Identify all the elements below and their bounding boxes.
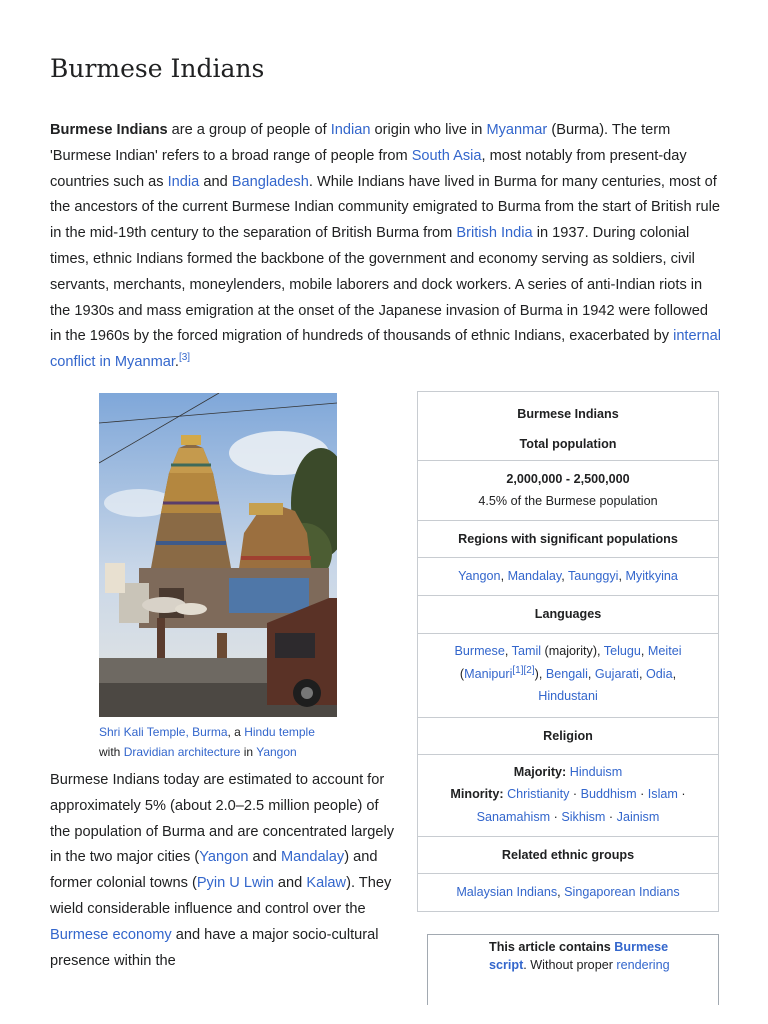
majority-label: Majority: [513,764,567,779]
lead-text: and [199,173,232,190]
body-paragraph [50,768,400,974]
link-india[interactable]: India [167,173,200,190]
religion-link[interactable]: Jainism [616,809,660,824]
temple-figure [99,393,337,762]
region-link[interactable]: Yangon [458,569,501,583]
figure-caption [99,723,337,762]
page-title: Burmese Indians [50,54,265,83]
lead-paragraph [50,118,722,376]
link-yangon[interactable]: Yangon [199,849,249,866]
link-rendering[interactable]: rendering [616,957,670,972]
language-link[interactable]: Odia [645,666,673,681]
lead-text: origin who live in [370,122,487,138]
link-myanmar[interactable]: Myanmar [486,122,548,138]
lead-text: (Burma). The term 'Burmese Indian' refers to a broad range of people from [50,122,671,164]
link-south-asia[interactable]: South Asia [411,147,482,164]
region-link[interactable]: Myitkyina [625,569,678,583]
caption-link-yangon[interactable]: Yangon [256,744,297,759]
religion-link[interactable]: Buddhism [580,787,637,801]
language-link[interactable]: Meitei [647,644,682,658]
related-groups-label: Related ethnic groups [418,836,718,873]
regions-list: Yangon, Mandalay, Taunggyi, Myitkyina [418,557,718,595]
related-groups-list: Malaysian Indians, Singaporean Indians [418,873,718,911]
regions-label: Regions with significant populations [418,520,718,557]
caption-text: , a [227,725,245,739]
language-link[interactable]: Hindustani [538,689,598,703]
religion-label: Religion [418,717,718,754]
caption-text: with [99,744,124,759]
religion-link[interactable]: Hinduism [569,764,623,779]
language-link[interactable]: Tamil [511,644,542,658]
link-internal-conflict[interactable]: internal conflict in Myanmar [50,328,721,371]
minority-label: Minority: [450,787,504,801]
lead-text: . [174,354,179,371]
link-mandalay[interactable]: Mandalay [280,849,345,866]
para-text: and [273,875,307,892]
region-link[interactable]: Mandalay [507,569,562,583]
para-text: ). They wield considerable influence and control over the [50,875,392,917]
link-burmese-economy[interactable]: Burmese economy [50,926,172,943]
language-link[interactable]: Gujarati [594,666,639,681]
link-pyin-u-lwin[interactable]: Pyin U Lwin [196,875,274,892]
population-percentage: 4.5% of the Burmese population [478,494,658,508]
religion-link[interactable]: Islam [647,787,678,801]
notice-text: . Without proper [523,957,617,972]
reference-3[interactable]: [3] [178,352,191,364]
lead-bold-term: Burmese Indians [50,122,168,138]
religion-link[interactable]: Christianity [507,787,570,801]
region-link[interactable]: Taunggyi [568,569,619,583]
link-british-india[interactable]: British India [456,225,533,242]
link-burmese-script[interactable]: Burmese script [489,940,669,972]
caption-link-dravidian[interactable]: Dravidian architecture [123,744,241,759]
link-kalaw[interactable]: Kalaw [306,875,347,892]
infobox-header [418,392,718,460]
para-text: ) and former colonial towns ( [50,849,378,892]
caption-link-temple[interactable]: Shri Kali Temple, Burma [99,725,228,739]
language-note: (majority), [541,644,604,658]
reference-1-2[interactable]: [1][2] [512,664,535,676]
related-group-link[interactable]: Singaporean Indians [564,885,680,899]
caption-link-hindu-temple[interactable]: Hindu temple [244,725,315,739]
para-text: Burmese Indians today are estimated to account for approximately 5% (about 2.0–2.5 million people) of the population of Burma and are concentrated largely in the two major cities ( [50,772,394,866]
lead-text: in 1937. During colonial times, ethnic Indians formed the backbone of the government and economy serving as soldiers, civil servants, merchants, moneylenders, mobile laborers and dock workers. A series of anti-Indian riots in the 1930s and mass emigration at the onset of the Japanese invasion of Burma in 1942 were followed in the 1960s by the forced migration of hundreds of thousands of ethnic Indians, exacerbated by [50,225,708,345]
religion-link[interactable]: Sanamahism [476,809,551,824]
languages-label: Languages [418,595,718,633]
para-text: and have a major socio-cultural presence within the [50,926,379,969]
language-link[interactable]: Burmese [454,644,505,658]
language-link[interactable]: Bengali [545,666,588,681]
temple-photo[interactable] [99,393,337,717]
caption-text: in [240,744,257,759]
lead-text: , most notably from present-day countries such as [50,147,687,190]
notice-text: This article contains [489,940,615,954]
script-notice-text [489,939,699,974]
para-text: and [248,849,281,866]
language-link[interactable]: Telugu [603,644,641,658]
language-link[interactable]: Manipuri [464,666,513,681]
script-notice-box [427,934,719,1005]
religion-link[interactable]: Sikhism [561,809,606,824]
infobox [417,391,719,912]
religion-list: Majority: Hinduism Minority: Christianity · Buddhism · Islam · Sanamahism · Sikhism · Jainism [418,754,718,837]
lead-text: . While Indians have lived in Burma for many centuries, most of the ancestors of the current Burmese Indian community emigrated to Burma from the start of British rule in the mid-19th century to the separation of British Burma from [50,173,720,242]
lead-text: are a group of people of [167,122,331,138]
population-value: 2,000,000 - 2,500,000 [506,472,630,486]
infobox-title: Burmese Indians [517,407,619,421]
languages-list: Burmese, Tamil (majority), Telugu, Meitei (Manipuri[1][2]), Bengali, Gujarati, Odia, Hindustani [418,633,718,717]
infobox-total-population-label: Total population [519,437,617,451]
link-bangladesh[interactable]: Bangladesh [231,173,309,190]
related-group-link[interactable]: Malaysian Indians [456,885,558,899]
infobox-population [418,460,718,520]
link-indian[interactable]: Indian [330,122,371,138]
